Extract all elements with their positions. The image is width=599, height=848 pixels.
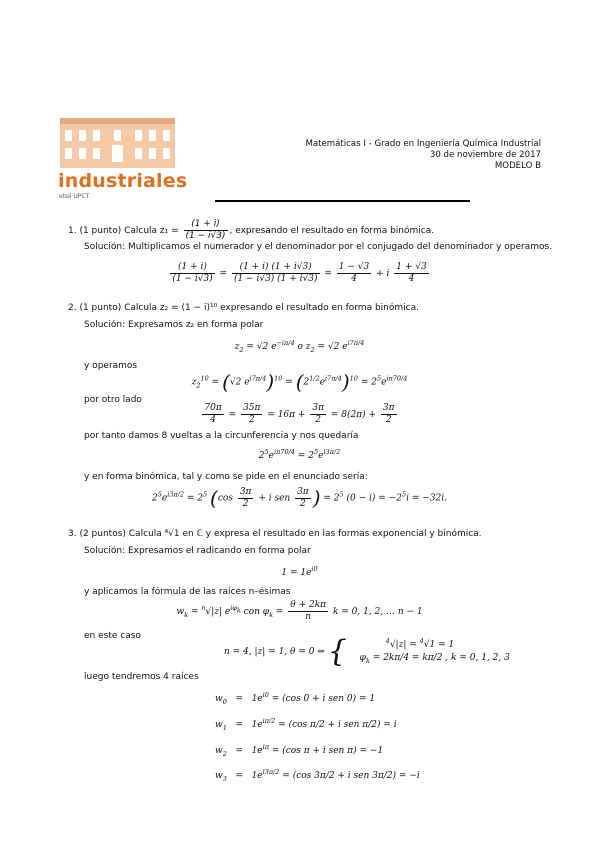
problem-3-case: n = 4, |z| = 1, θ = 0 ⇒ { $^4$√|z| = $^4$√1 = 1 $\varphi_k = 2k\pi/4 = k\pi/2$ , k = 0, 1, 2, 3 [224,634,510,669]
exam-header [305,139,541,172]
problem-3-polar: $1 = 1e^{i0}$ [281,565,318,578]
problem-2-solution: Solución: Expresamos z₂ en forma polar [84,320,264,330]
problem-3-roots [215,686,420,789]
course-title: Matemáticas I - Grado en Ingeniería Química Industrial [305,139,541,149]
problem-3-formula: $w_k = ^n√|z|$ $e^{i\varphi_k}$ con $\varphi_k$ = $\frac{\theta + 2k\pi}{n}$ k = 0, 1, 2, … n − 1 [176,600,423,622]
problem-3-formula-intro: y aplicamos la fórmula de las raíces n–ésimas [84,587,291,597]
root-w0: $w_0 = 1e^{i0} = (\cos$ 0 + i sen 0) = 1 [215,691,376,706]
problem-2-polar: $z_2 = √2$ $e^{-i\pi/4}$ o $z_2 = √2$ $e^{i7\pi/4}$ [234,339,365,354]
problem-2-reduced: $2^5e^{i\pi 70/4} = 2^5e^{i3\pi/2}$ [258,448,341,461]
problem-2-otro-lado: por otro lado [84,395,142,405]
root-w2: $w_2 = 1e^{i\pi} = (\cos$ π + i sen π) = −1 [215,742,384,758]
problem-2-angle: $\frac{70\pi}{4}$ = $\frac{35\pi}{2}$ = 16π + $\frac{3\pi}{2}$ = 8(2π) + $\frac{3\pi}{2}$ [204,403,395,425]
logo-wordmark: industriales [58,170,188,192]
problem-2-vueltas: por tanto damos 8 vueltas a la circunferencia y nos quedaría [84,431,359,441]
building-illustration [60,118,175,168]
header-rule [215,200,470,202]
exam-model: MODELO B [494,161,541,171]
university-logo [58,118,188,202]
problem-2-binomica: y en forma binómica, tal y como se pide en el enunciado sería: [84,472,368,482]
problem-3-solution: Solución: Expresamos el radicando en forma polar [84,546,311,556]
problem-1-equation: $\frac{(1 + i)}{(1 - i√3)}$ = $\frac{(1 + i) (1 + i√3)}{(1 - i√3) (1 + i√3)}$ = $\frac{1 - √3}{4}$ + i $\frac{1 + √3}{4}$ [172,262,427,284]
root-w3: $w_3 = 1e^{i3\pi/2} = (\cos$ 3π/2 + i sen 3π/2) = −i [215,768,420,784]
problem-3-en-este-caso: en este caso [84,631,141,641]
problem-2-operamos: y operamos [84,361,138,371]
problem-3-statement: 3. (2 puntos) Calcula ⁴√1 en ℂ y expresa el resultado en las formas exponencial y binómica. [68,529,482,539]
exam-date: 30 de noviembre de 2017 [429,150,541,160]
problem-2-power: $z_2^{10} = (√2$ $e^{i7\pi/4})^{10} = (2^{1/2}e^{i7\pi/4})^{10} = 2^5e^{i\pi 70/4}$ [191,370,408,394]
root-w1: $w_1 = 1e^{i\pi/2} = (\cos$ π/2 + i sen π/2) = i [215,716,397,732]
problem-3-raices: luego tendremos 4 raíces [84,672,199,682]
problem-1-statement: 1. (1 punto) Calcula z₁ = $\frac{(1 + i)}{(1 - i√3)}$ , expresando el resultado en forma binómica. [68,219,435,241]
logo-subtitle: etsii UPCT [59,193,90,200]
z1-fraction: $\frac{(1 + i)}{(1 - i√3)}$ [185,219,226,241]
problem-1-solution: Solución: Multiplicamos el numerador y el denominador por el conjugado del denominador y operamos. [84,242,553,252]
problem-2-statement: 2. (1 punto) Calcula z₂ = (1 − i)¹⁰ expresando el resultado en forma binómica. [68,303,419,313]
problem-2-result: $2^5e^{i3\pi/2} = 2^5$ (cos $\frac{3\pi}{2}$ + i sen $\frac{3\pi}{2}$ ) = $2^5$ $(0 - i) = -2^5i = -32i$. [152,486,447,510]
